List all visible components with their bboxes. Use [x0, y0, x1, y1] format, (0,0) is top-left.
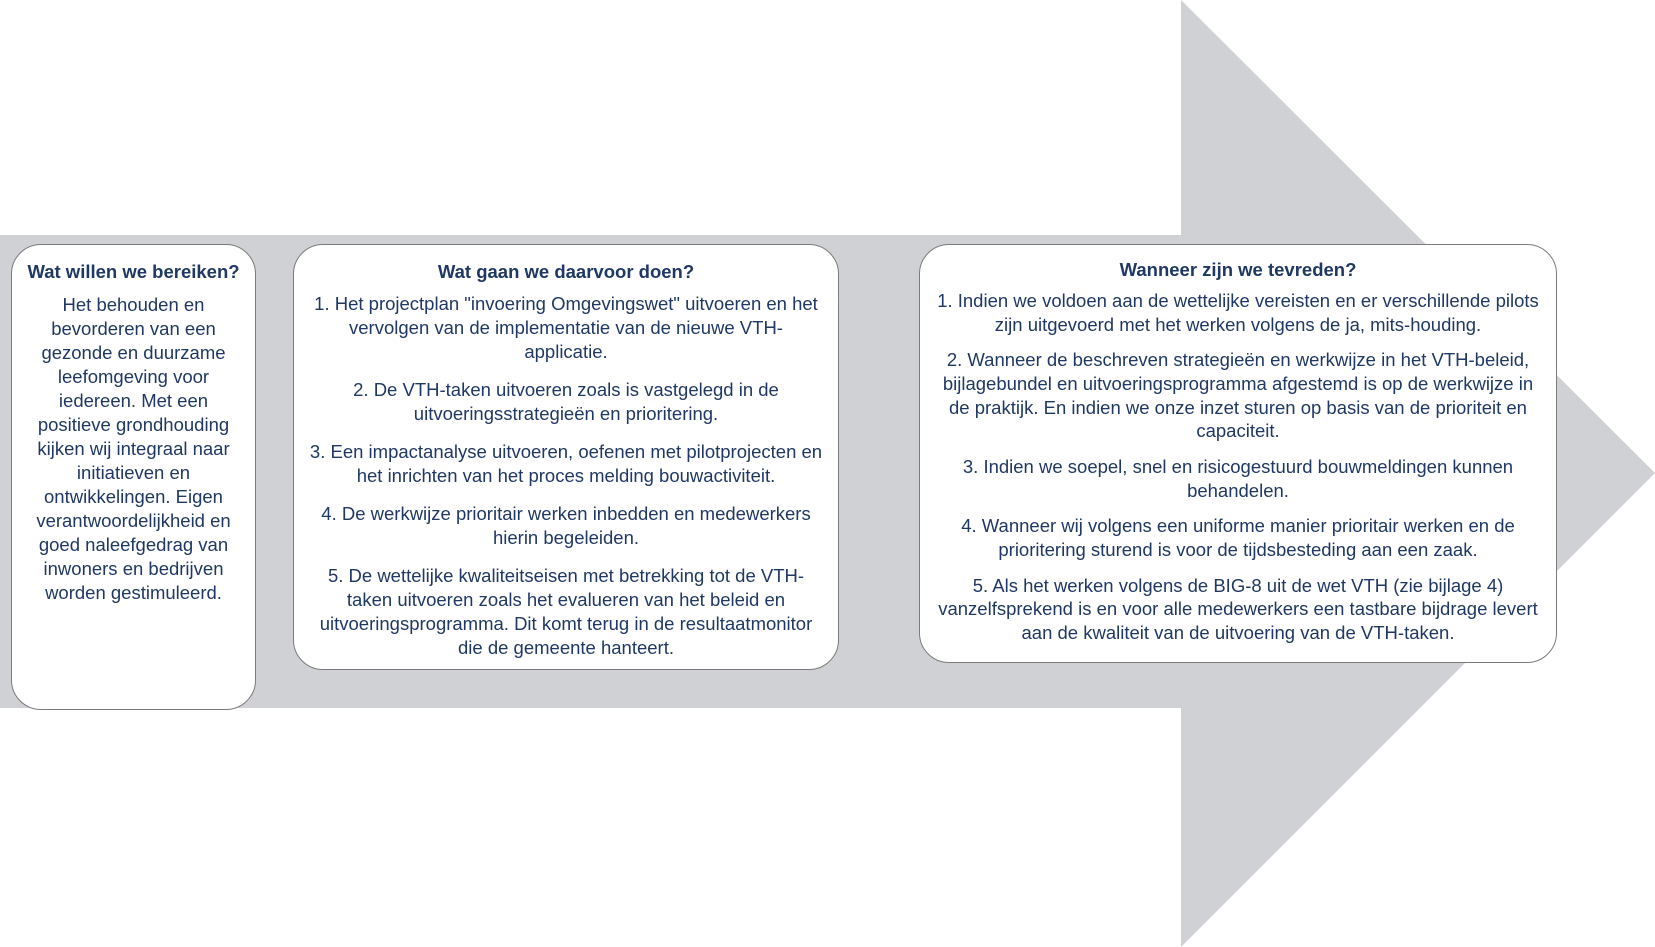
box-satisfied-body — [936, 289, 1540, 645]
box-wanneer-zijn-we-tevreden[interactable] — [919, 244, 1557, 663]
box-goals-paragraph: Het behouden en bevorderen van een gezonde en duurzame leefomgeving voor iedereen. Met een positieve grondhouding kijken wij integraal naar initiatieven en ontwikkelingen. Eigen verantwoordelijkheid en goed naleefgedrag van inwoners en bedrijven worden gestimuleerd. — [36, 293, 231, 604]
box-actions-title: Wat gaan we daarvoor doen? — [437, 261, 695, 282]
box-satisfied-item-5: 5. Als het werken volgens de BIG-8 uit de wet VTH (zie bijlage 4) vanzelfsprekend is en voor alle medewerkers een tastbare bijdrage levert aan de kwaliteit van de uitvoering van de VTH-taken. — [938, 574, 1538, 643]
box-satisfied-title: Wanneer zijn we tevreden? — [1119, 259, 1357, 280]
box-satisfied-item-3: 3. Indien we soepel, snel en risicogestuurd bouwmeldingen kunnen behandelen. — [962, 455, 1514, 501]
box-actions-item-5: 5. De wettelijke kwaliteitseisen met betrekking tot de VTH-taken uitvoeren zoals het evalueren van het beleid en uitvoeringsprogramma. Dit komt terug in de resultaatmonitor die de gemeente hanteert. — [319, 565, 813, 659]
box-goals-body — [22, 293, 245, 606]
box-wat-willen-we-bereiken[interactable] — [11, 244, 256, 710]
box-actions-item-4: 4. De werkwijze prioritair werken inbedden en medewerkers hierin begeleiden. — [321, 503, 811, 549]
box-actions-body — [308, 292, 824, 661]
box-actions-item-3: 3. Een impactanalyse uitvoeren, oefenen met pilotprojecten en het inrichten van het proces melding bouwactiviteit. — [309, 441, 823, 487]
box-satisfied-item-1: 1. Indien we voldoen aan de wettelijke vereisten en er verschillende pilots zijn uitgevoerd met het werken volgens de ja, mits-houding. — [937, 289, 1539, 335]
box-satisfied-item-2: 2. Wanneer de beschreven strategieën en werkwijze in het VTH-beleid, bijlagebundel en uitvoeringsprogramma afgestemd is op de werkwijze in de praktijk. En indien we onze inzet sturen op basis van de prioriteit en capaciteit. — [942, 349, 1534, 442]
box-goals-title: Wat willen we bereiken? — [27, 261, 240, 282]
box-actions-item-2: 2. De VTH-taken uitvoeren zoals is vastgelegd in de uitvoeringsstrategieën en prioritering. — [353, 378, 779, 425]
box-satisfied-item-4: 4. Wanneer wij volgens een uniforme manier prioritair werken en de prioritering sturend is voor de tijdsbesteding aan een zaak. — [961, 515, 1515, 560]
box-actions-item-1: 1. Het projectplan "invoering Omgevingswet" uitvoeren en het vervolgen van de implementatie van de nieuwe VTH-applicatie. — [314, 292, 818, 362]
box-wat-gaan-we-daarvoor-doen[interactable] — [293, 244, 839, 670]
